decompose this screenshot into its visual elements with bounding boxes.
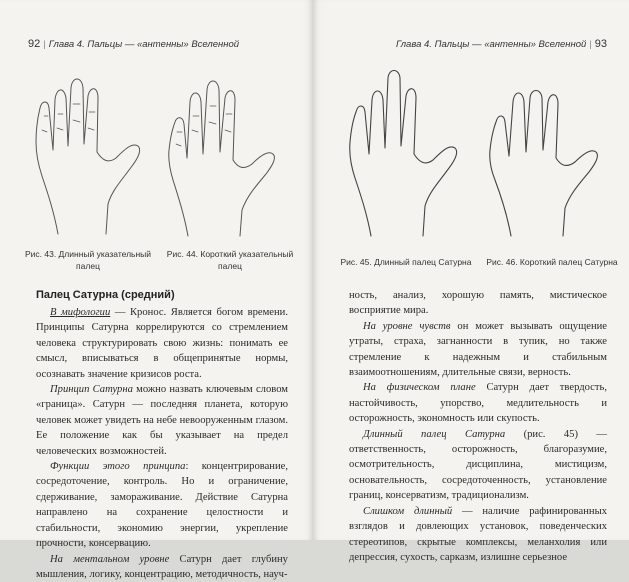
paragraph: ность, анализ, хорошую память, мистическое восприятие мира. [349, 288, 607, 319]
page-number: 92 [28, 38, 40, 50]
paragraph: В мифологии — Кронос. Является богом времени. Принципы Сатурна коррелируются со стремлением человека структурировать свою жизнь: понимать ее смысл, вписываться в общепринятые нормы, осознавать значение кризисов роста. [36, 305, 288, 382]
hand-illustration-43 [28, 72, 146, 240]
running-head-left: 92 | Глава 4. Пальцы — «антенны» Вселенной [28, 38, 239, 50]
paragraph: Функции этого принципа: концентрирование, сосредоточение, контроль. Но и ограничение, сдерживание, замораживание. Действие Сатурна направлено на сохранение целостности и стабильности, экономию энергии, укрепление прочности, консервацию. [36, 459, 288, 551]
paragraph: Длинный палец Сатурна (рис. 45) — ответственность, осторожность, благоразумие, осмотрительность, дисциплина, мистицизм, основательность, сосредоточенность, установление границ, консерватизм, традиционализм. [349, 427, 607, 504]
right-body-text [349, 288, 607, 565]
figure-caption-43: Рис. 43. Длинный указательный палец [18, 248, 158, 272]
page-number: 93 [595, 38, 607, 50]
hand-illustration-46 [483, 74, 603, 240]
figure-caption-45: Рис. 45. Длинный палец Сатурна [331, 256, 481, 268]
figure-caption-46: Рис. 46. Короткий палец Сатурна [477, 256, 627, 268]
paragraph: Принцип Сатурна можно назвать ключевым словом «граница». Сатурн — последняя планета, которую человек может увидеть на небе невооруженным глазом. Ее положение как бы указывает на предел человеческих возможностей. [36, 382, 288, 459]
paragraph: На ментальном уровне Сатурн дает глубину мышления, логику, концентрацию, методичность, науч- [36, 552, 288, 582]
paragraph: На уровне чувств он может вызывать ощущение утраты, страха, загнанности в тупик, но также стремление к надежным и стабильным взаимоотношениям, длительные связи, верность. [349, 319, 607, 381]
section-title: Палец Сатурна (средний) [36, 289, 175, 301]
right-page [313, 0, 629, 540]
running-head-text: Глава 4. Пальцы — «антенны» Вселенной [49, 39, 239, 50]
running-head-right: Глава 4. Пальцы — «антенны» Вселенной | 93 [396, 38, 607, 50]
hand-illustration-44 [162, 76, 280, 240]
paragraph: Слишком длинный — наличие рафинированных взглядов и довлеющих установок, поведенческих стереотипов, скрытые комплексы, меланхолия или депрессия, сухость, сарказм, излишне серьезное [349, 504, 607, 566]
hand-illustration-45 [343, 70, 463, 240]
running-head-text: Глава 4. Пальцы — «антенны» Вселенной [396, 39, 586, 50]
left-page [0, 0, 313, 540]
figure-caption-44: Рис. 44. Короткий указательный палец [160, 248, 300, 272]
paragraph: На физическом плане Сатурн дает твердость, настойчивость, упорство, медлительность и осторожность, экономность или скупость. [349, 380, 607, 426]
left-body-text [36, 305, 288, 582]
